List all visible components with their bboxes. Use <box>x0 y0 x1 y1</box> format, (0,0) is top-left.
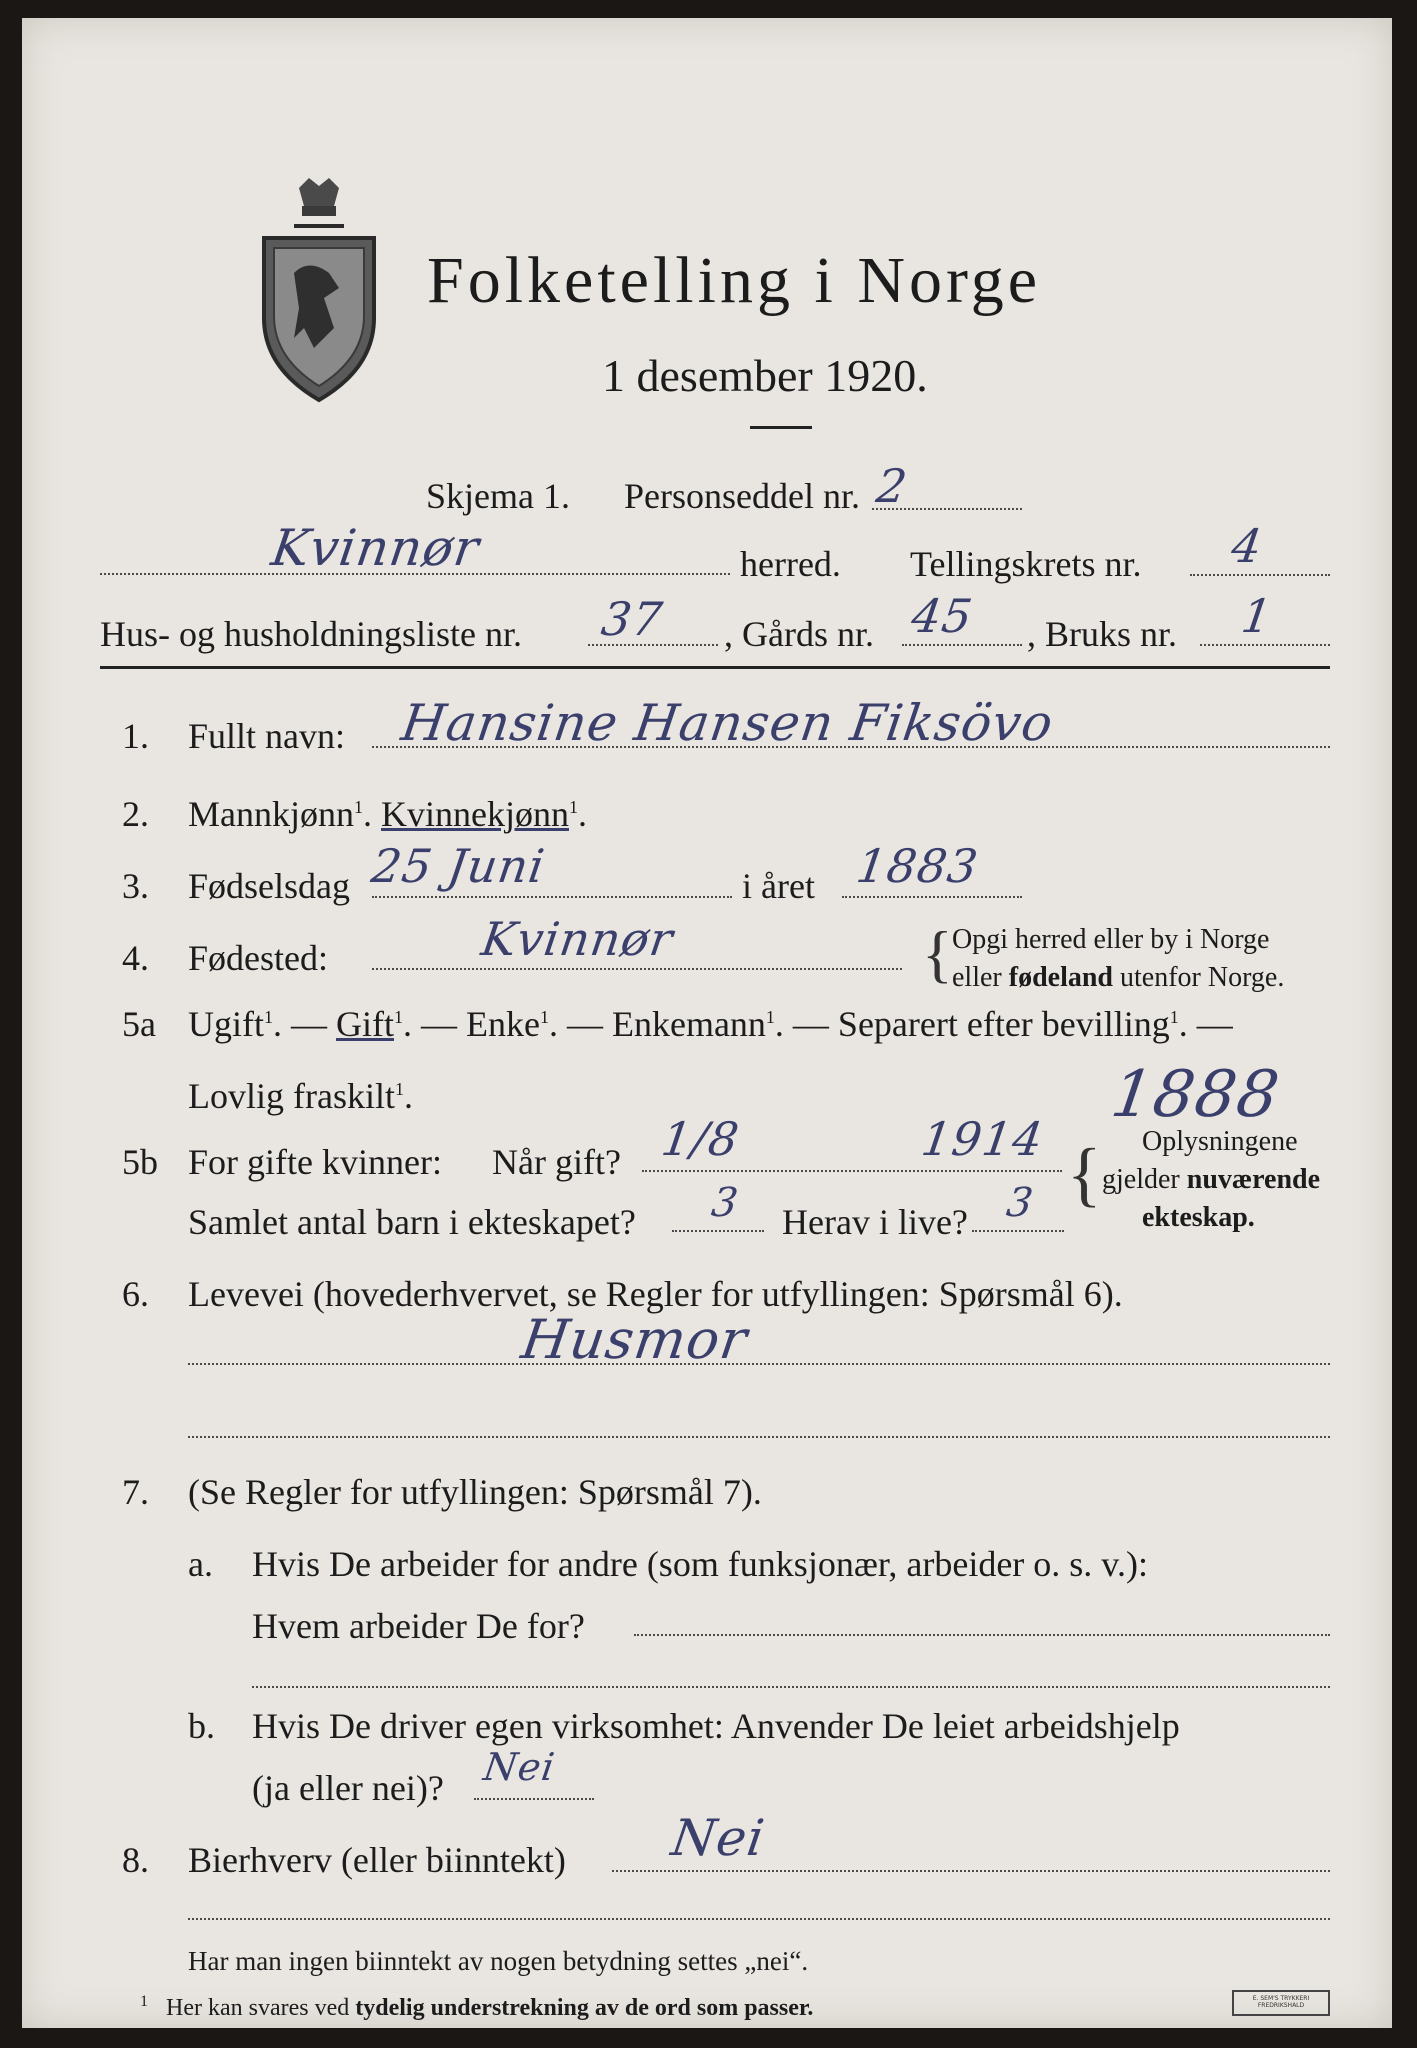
q5b-ilive-value[interactable]: 3 <box>1003 1180 1037 1226</box>
q5b-label: For gifte kvinner: <box>188 1142 442 1182</box>
q7a-question: Hvem arbeider De for? <box>252 1606 585 1646</box>
norwegian-coat-of-arms-icon <box>254 178 384 403</box>
q1-number: 1. <box>122 716 149 756</box>
form-date: 1 desember 1920. <box>602 350 928 401</box>
q3-year-line <box>842 896 1022 898</box>
q5b-year-value[interactable]: 1914 <box>918 1112 1047 1166</box>
q5a-number: 5a <box>122 1004 156 1044</box>
footnote: $^1$ Her kan svares ved tydelig understrekning av de ord som passer. <box>140 1993 814 2021</box>
q5a-enke[interactable]: Enke <box>466 1004 540 1044</box>
tellingskrets-label: Tellingskrets nr. <box>910 544 1142 584</box>
q3-label: Fødselsdag <box>188 866 350 906</box>
note-nei: Har man ingen biinntekt av nogen betydning settes „nei“. <box>188 1946 809 1976</box>
q3-year-label: i året <box>742 866 815 906</box>
q5b-naar-value[interactable]: 1/8 <box>658 1112 743 1166</box>
q5b-brace: { <box>1067 1134 1102 1214</box>
q5a-options: Ugift$^1$. — Gift$^1$. — Enke$^1$. — Enkemann$^1$. — Separert efter bevilling$^1$. — <box>188 1004 1233 1044</box>
gards-value[interactable]: 45 <box>908 589 977 643</box>
q8-line-1 <box>612 1870 1330 1872</box>
q3-day-value[interactable]: 25 Juni <box>368 839 549 893</box>
gards-line <box>902 644 1022 646</box>
q4-note-2: eller fødeland utenfor Norge. <box>952 962 1285 993</box>
q6-number: 6. <box>122 1274 149 1314</box>
q6-line-1 <box>188 1363 1330 1365</box>
bruks-label: , Bruks nr. <box>1027 614 1178 654</box>
q7b-value[interactable]: Nei <box>480 1745 558 1789</box>
q7a-text: Hvis De arbeider for andre (som funksjonær, arbeider o. s. v.): <box>252 1544 1148 1584</box>
printer-stamp: E. SEM'S TRYKKERI FREDRIKSHALD <box>1232 1990 1330 2016</box>
q5b-naar-label: Når gift? <box>492 1142 621 1182</box>
q3-year-value[interactable]: 1883 <box>853 839 982 893</box>
q7b-question: (ja eller nei)? <box>252 1768 444 1808</box>
tellingskrets-value[interactable]: 4 <box>1228 519 1267 573</box>
q5a-enkemann[interactable]: Enkemann <box>611 1004 766 1044</box>
q5b-barn-label: Samlet antal barn i ekteskapet? <box>188 1202 636 1242</box>
gards-label: , Gårds nr. <box>724 614 874 654</box>
q5b-ilive-label: Herav i live? <box>782 1202 968 1242</box>
q4-number: 4. <box>122 938 149 978</box>
q6-label: Levevei (hovederhvervet, se Regler for utfyllingen: Spørsmål 6). <box>188 1274 1123 1314</box>
q4-line <box>372 968 902 970</box>
hus-label: Hus- og husholdningsliste nr. <box>100 614 523 654</box>
q8-number: 8. <box>122 1840 149 1880</box>
form-title: Folketelling i Norge <box>427 244 1042 317</box>
q4-note-1: Opgi herred eller by i Norge <box>952 924 1270 955</box>
q4-value[interactable]: Kvinnør <box>478 912 677 966</box>
census-form <box>22 18 1392 2028</box>
q5b-note-1: Oplysningene <box>1142 1126 1298 1157</box>
q7a-letter: a. <box>188 1544 213 1584</box>
title-divider <box>750 426 812 429</box>
q3-number: 3. <box>122 866 149 906</box>
q5b-naar-line <box>642 1170 1062 1172</box>
q1-value[interactable]: Hansine Hansen Fiksövo <box>397 694 1058 752</box>
bruks-line <box>1200 644 1330 646</box>
q8-label: Bierhverv (eller biinntekt) <box>188 1840 566 1880</box>
q5a-separert[interactable]: Separert efter bevilling <box>837 1004 1170 1044</box>
q8-line-2 <box>188 1918 1330 1920</box>
skjema-label: Skjema 1. <box>426 476 570 516</box>
q6-value[interactable]: Husmor <box>517 1308 752 1371</box>
q7-number: 7. <box>122 1472 149 1512</box>
q7b-line <box>474 1798 594 1800</box>
q5a-fraskilt: Lovlig fraskilt$^1$. <box>188 1076 413 1116</box>
q5a-gift[interactable]: Gift <box>336 1004 394 1044</box>
q4-brace: { <box>922 918 953 989</box>
q2-male-option[interactable]: Mannkjønn <box>188 794 354 834</box>
personseddel-label: Personseddel nr. <box>624 476 860 516</box>
q7a-line-1 <box>634 1634 1330 1636</box>
q5a-ugift[interactable]: Ugift <box>188 1004 264 1044</box>
q7b-letter: b. <box>188 1706 215 1746</box>
q2-number: 2. <box>122 794 149 834</box>
tellingskrets-line <box>1190 574 1330 576</box>
q4-label: Fødested: <box>188 938 328 978</box>
q5b-ilive-line <box>972 1230 1064 1232</box>
q7-label: (Se Regler for utfyllingen: Spørsmål 7). <box>188 1472 762 1512</box>
q7b-text: Hvis De driver egen virksomhet: Anvender De leiet arbeidshjelp <box>252 1706 1180 1746</box>
q5b-note-3: ekteskap. <box>1142 1202 1255 1233</box>
q2-sex-options: Mannkjønn$^1$. Kvinnekjønn$^1$. <box>188 794 587 834</box>
q1-label: Fullt navn: <box>188 716 346 756</box>
q5b-margin-year: 1888 <box>1106 1058 1285 1132</box>
q7a-line-2 <box>252 1686 1330 1688</box>
q5b-barn-value[interactable]: 3 <box>708 1180 742 1226</box>
bruks-value[interactable]: 1 <box>1238 589 1277 643</box>
q6-line-2 <box>188 1436 1330 1438</box>
hus-value[interactable]: 37 <box>598 592 667 646</box>
q5b-note-2: gjelder nuværende <box>1102 1164 1321 1195</box>
q5b-number: 5b <box>122 1142 158 1182</box>
personseddel-value[interactable]: 2 <box>873 459 912 513</box>
q3-day-line <box>372 896 732 898</box>
herred-label: herred. <box>740 544 841 584</box>
header-divider <box>100 666 1330 669</box>
q5b-barn-line <box>672 1230 764 1232</box>
q2-female-option[interactable]: Kvinnekjønn <box>381 794 569 834</box>
q8-value[interactable]: Nei <box>667 1809 769 1867</box>
herred-value[interactable]: Kvinnør <box>267 519 484 577</box>
